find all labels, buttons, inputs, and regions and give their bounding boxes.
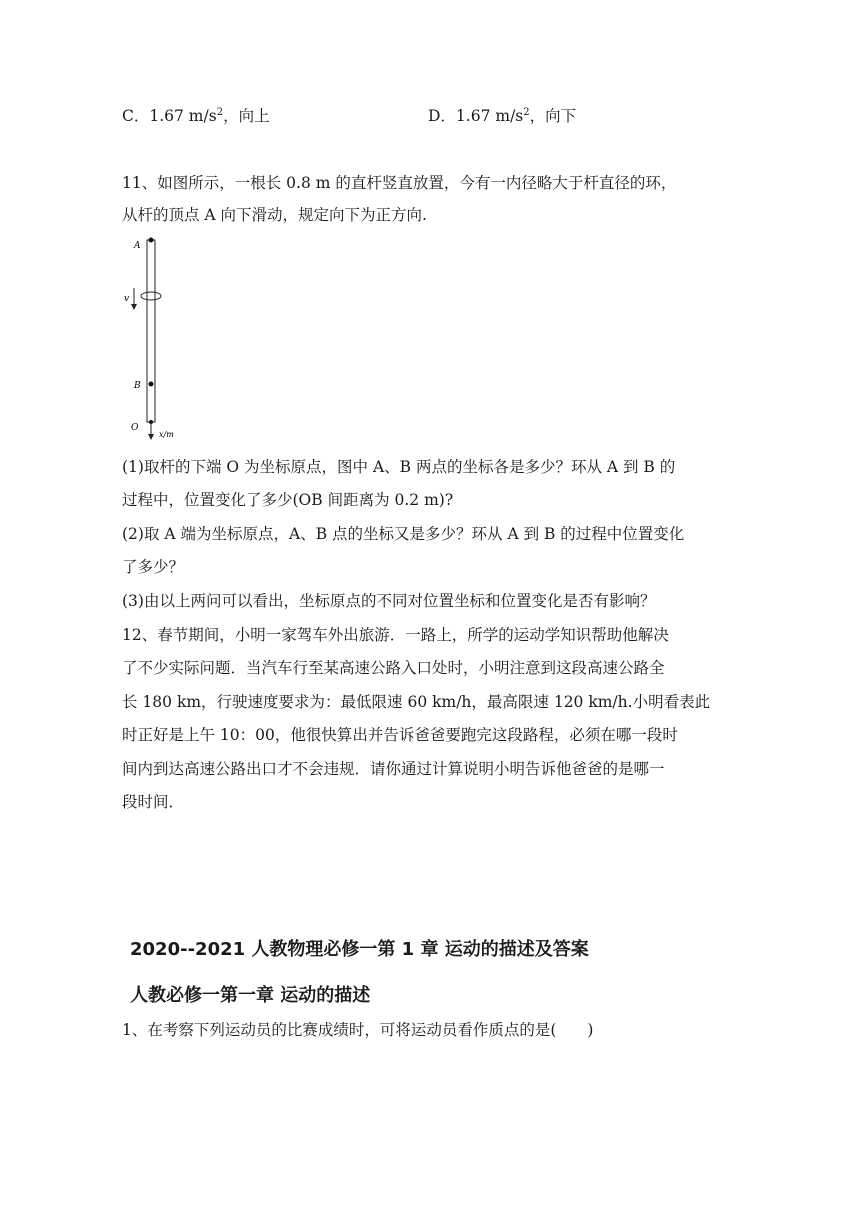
label-v: v (124, 294, 130, 304)
section-title: 2020--2021 人教物理必修一第 1 章 运动的描述及答案 (130, 939, 589, 960)
label-a: A (134, 241, 141, 251)
option-d: D．1.67 $m/s^2$，向下 (428, 107, 577, 125)
rod-figure (118, 232, 188, 442)
label-b: B (134, 381, 141, 391)
q11-sub-line-1: (1)取杆的下端 O 为坐标原点，图中 A、B 两点的坐标各是多少？环从 A 到 B 的 (122, 458, 676, 476)
q12-line-4: 时正好是上午 10：00，他很快算出并告诉爸爸要跑完这段路程，必须在哪一段时 (122, 726, 678, 744)
q11-sub-line-5: (3)由以上两问可以看出，坐标原点的不同对位置坐标和位置变化是否有影响？ (122, 592, 656, 610)
option-c: C．1.67 $m/s^2$，向上 (122, 107, 270, 125)
q11-intro-line-1: 11、如图所示，一根长 0.8 m 的直杆竖直放置，今有一内径略大于杆直径的环， (122, 174, 677, 192)
label-o: O (131, 423, 139, 433)
ring (141, 292, 161, 300)
q12-line-3: 长 180 km，行驶速度要求为：最低限速 60 km/h，最高限速 120 km/h.小明看表此 (122, 693, 711, 711)
label-axis: x/m (159, 430, 174, 439)
q12-line-1: 12、春节期间，小明一家驾车外出旅游．一路上，所学的运动学知识帮助他解决 (122, 626, 669, 644)
q11-sub-line-2: 过程中，位置变化了多少(OB 间距离为 0.2 m)? (122, 491, 454, 509)
q11-sub-line-4: 了多少？ (122, 558, 185, 576)
q11-sub-line-3: (2)取 A 端为坐标原点，A、B 点的坐标又是多少？环从 A 到 B 的过程中位置变化 (122, 525, 685, 543)
velocity-arrowhead (131, 304, 137, 310)
rod (147, 240, 155, 422)
q1-text: 1、在考察下列运动员的比赛成绩时，可将运动员看作质点的是( ) (122, 1021, 594, 1039)
q12-line-6: 段时间． (122, 793, 185, 811)
point-a (149, 238, 154, 243)
q12-line-2: 了不少实际问题．当汽车行至某高速公路入口处时，小明注意到这段高速公路全 (122, 659, 665, 677)
q12-line-5: 间内到达高速公路出口才不会违规．请你通过计算说明小明告诉他爸爸的是哪一 (122, 760, 665, 778)
x-axis-arrowhead (148, 434, 154, 440)
section-subtitle: 人教必修一第一章 运动的描述 (130, 985, 371, 1006)
q11-intro-line-2: 从杆的顶点 A 向下滑动，规定向下为正方向. (122, 206, 427, 224)
point-b (149, 382, 154, 387)
